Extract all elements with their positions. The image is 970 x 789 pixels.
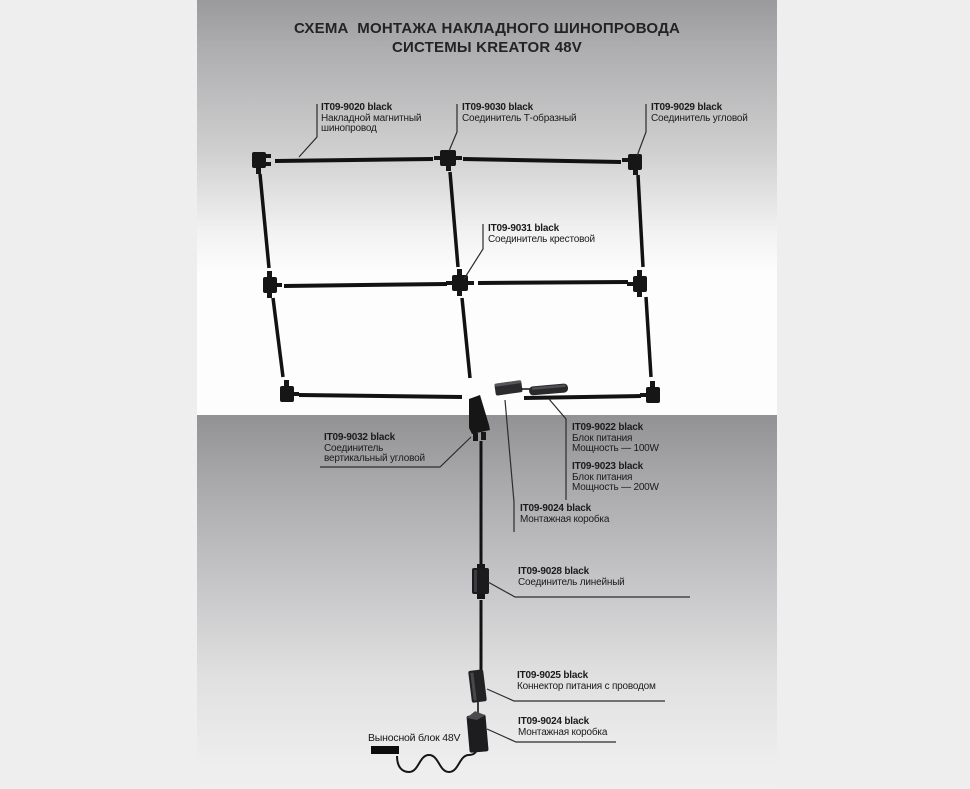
part-code: IT09-9022 black — [572, 422, 643, 433]
power-connector-device — [468, 669, 487, 703]
vertical-corner-connector — [469, 395, 490, 441]
label-9024-bottom — [518, 717, 607, 738]
title-line1: СХЕМА МОНТАЖА НАКЛАДНОГО ШИНОПРОВОДА — [293, 20, 681, 37]
label-9028 — [518, 567, 625, 588]
label-remote-block: Выносной блок 48V — [368, 732, 461, 744]
corner-connector-top-left — [252, 152, 271, 174]
track-segment — [462, 298, 470, 378]
part-code: IT09-9030 black — [462, 102, 533, 113]
t-connector-mid-left — [263, 271, 282, 298]
part-code: IT09-9029 black — [651, 102, 722, 113]
label-9030 — [462, 103, 576, 124]
cross-connector — [446, 269, 474, 296]
leader-9024-mid — [505, 400, 514, 532]
part-code: IT09-9028 black — [518, 566, 589, 577]
mounting-box-bottom-device — [466, 710, 489, 752]
track-segment — [638, 175, 643, 267]
track-segment — [273, 298, 283, 377]
leader-9020 — [299, 104, 317, 157]
track-segment — [524, 396, 641, 398]
part-desc: Соединитель — [324, 442, 384, 454]
part-desc: вертикальный угловой — [324, 453, 425, 464]
track-segment — [299, 395, 462, 397]
corner-connector-bottom-left — [280, 380, 299, 402]
label-9029 — [651, 103, 748, 124]
part-desc: Блок питания — [572, 471, 633, 483]
part-code: IT09-9031 black — [488, 223, 559, 234]
title-line2: СИСТЕМЫ KREATOR 48V — [391, 39, 583, 56]
track-segment — [275, 159, 433, 161]
part-desc: Соединитель угловой — [651, 112, 748, 124]
part-code: IT09-9024 black — [520, 503, 591, 514]
part-code: IT09-9020 black — [321, 102, 392, 113]
track-segment — [284, 284, 447, 286]
track-segment — [478, 282, 628, 283]
label-9031 — [488, 224, 595, 245]
part-desc: Соединитель крестовой — [488, 233, 595, 245]
corner-connector-top-right — [622, 154, 642, 175]
part-code: IT09-9023 black — [572, 461, 643, 472]
track-segment — [260, 174, 269, 268]
connectors — [252, 150, 660, 599]
psu-device — [529, 383, 569, 395]
part-desc: Мощность — 100W — [572, 443, 659, 454]
part-code: IT09-9032 black — [324, 432, 395, 443]
label-9022 — [572, 423, 659, 455]
track-segment — [450, 172, 458, 267]
label-9025 — [517, 671, 656, 692]
part-desc: шинопровод — [321, 123, 377, 134]
track-segment — [463, 159, 621, 162]
part-desc: Соединитель Т-образный — [462, 112, 577, 124]
label-9032 — [324, 433, 425, 465]
part-desc: Монтажная коробка — [520, 513, 610, 525]
leader-9022-9023 — [549, 399, 566, 500]
label-9023 — [572, 462, 659, 494]
label-9020 — [321, 103, 421, 135]
part-desc: Монтажная коробка — [518, 726, 608, 738]
label-9024-mid — [520, 504, 609, 525]
part-desc: Накладной магнитный — [321, 112, 422, 124]
remote-block-shape — [371, 746, 399, 754]
power-cable-wavy — [397, 748, 477, 772]
part-desc: Коннектор питания с проводом — [517, 680, 656, 692]
part-desc: Блок питания — [572, 432, 633, 444]
t-connector-mid-right — [627, 270, 647, 297]
part-code: IT09-9025 black — [517, 670, 588, 681]
corner-connector-bottom-right — [640, 381, 660, 403]
mounting-box-device — [494, 380, 522, 396]
part-code: IT09-9024 black — [518, 716, 589, 727]
leader-9031 — [464, 224, 483, 279]
part-desc: Соединитель линейный — [518, 576, 625, 588]
t-connector-top — [434, 150, 462, 171]
leader-9030 — [449, 104, 457, 151]
track-segment — [646, 297, 651, 377]
part-desc: Мощность — 200W — [572, 482, 659, 493]
linear-connector — [472, 564, 489, 599]
leader-9029 — [637, 104, 646, 156]
